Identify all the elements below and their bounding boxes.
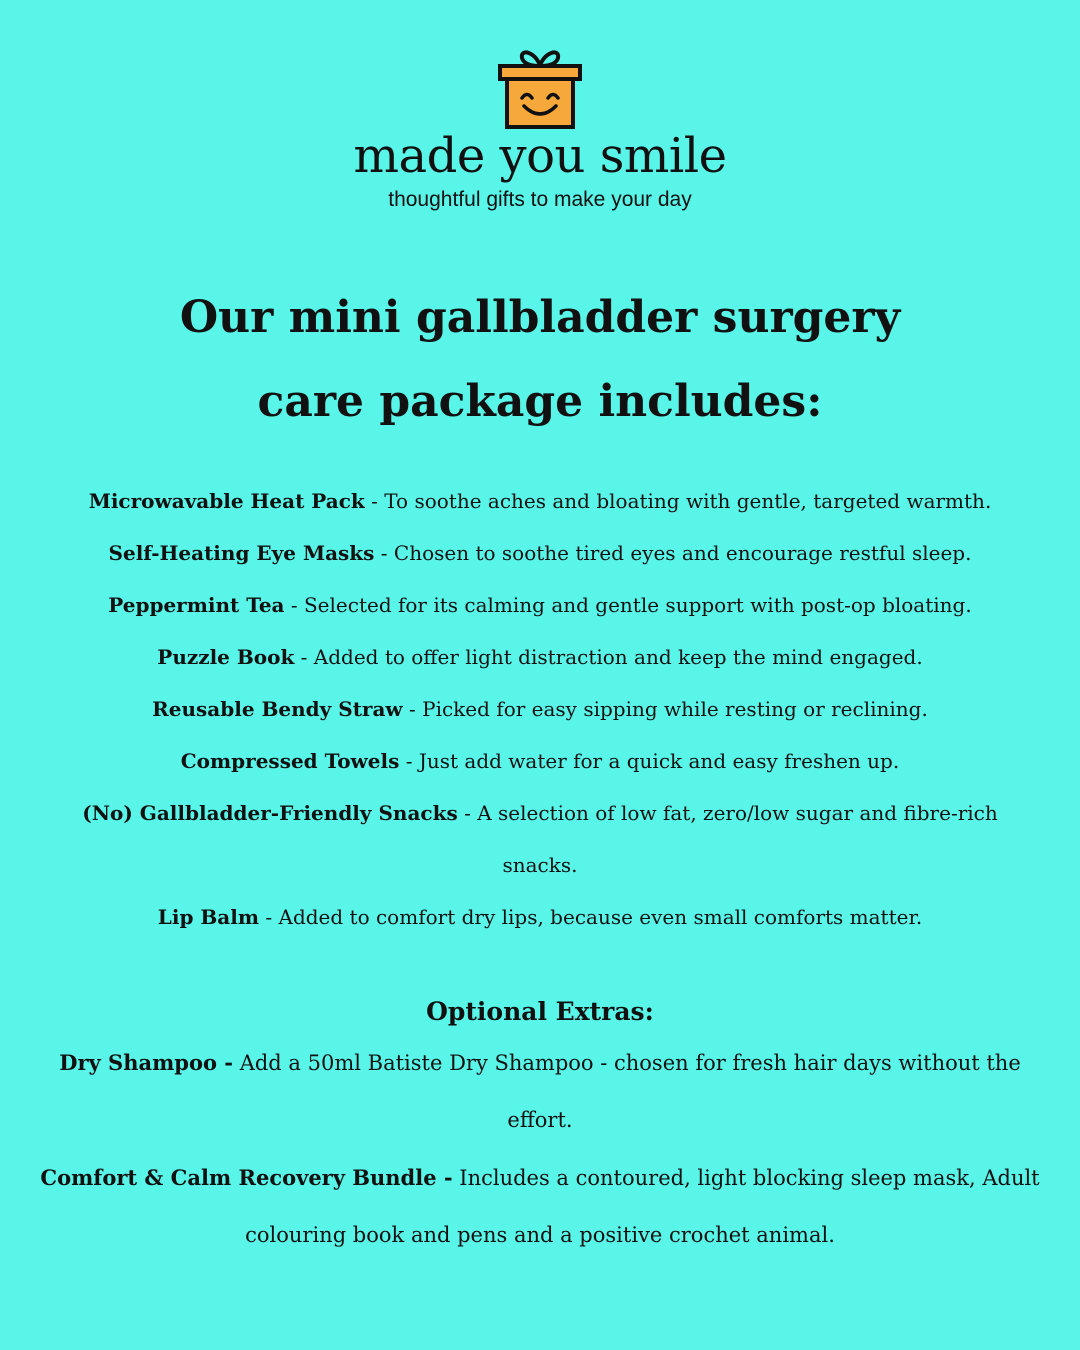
optional-extras-heading: Optional Extras:	[426, 997, 654, 1026]
package-items-list	[30, 475, 1050, 943]
list-item	[30, 527, 1050, 579]
list-item	[30, 683, 1050, 735]
optional-extras-list	[40, 1034, 1040, 1264]
list-item	[30, 787, 1050, 891]
item-name: Reusable Bendy Straw	[152, 697, 403, 721]
item-description: - To soothe aches and bloating with gentle, targeted warmth.	[364, 489, 992, 513]
list-item	[30, 631, 1050, 683]
item-description: - Added to comfort dry lips, because even small comforts matter.	[259, 905, 923, 929]
item-description: - A selection of low fat, zero/low sugar and fibre-rich snacks.	[457, 801, 998, 877]
item-name: Lip Balm	[157, 905, 260, 929]
item-name: Self-Heating Eye Masks	[108, 541, 375, 565]
item-name: (No) Gallbladder-Friendly Snacks	[82, 801, 458, 825]
list-item	[30, 891, 1050, 943]
item-name: Microwavable Heat Pack	[88, 489, 365, 513]
extra-name: Comfort & Calm Recovery Bundle -	[40, 1165, 453, 1190]
list-item	[40, 1034, 1040, 1149]
list-item	[30, 579, 1050, 631]
page-title-line-2: care package includes:	[257, 376, 823, 427]
item-description: - Added to offer light distraction and keep the mind engaged.	[294, 645, 923, 669]
extra-description: Add a 50ml Batiste Dry Shampoo - chosen for fresh hair days without the effort.	[233, 1051, 1021, 1132]
list-item	[40, 1149, 1040, 1264]
page-title-line-1: Our mini gallbladder surgery	[179, 292, 901, 343]
brand-tagline: thoughtful gifts to make your day	[388, 188, 692, 211]
smiling-gift-box-icon	[496, 44, 584, 132]
brand-name: made you smile	[353, 128, 727, 184]
extra-name: Dry Shampoo -	[59, 1050, 234, 1075]
item-name: Peppermint Tea	[108, 593, 285, 617]
item-name: Puzzle Book	[157, 645, 295, 669]
item-description: - Just add water for a quick and easy freshen up.	[399, 749, 900, 773]
extra-description: Includes a contoured, light blocking sleep mask, Adult colouring book and pens and a positive crochet animal.	[245, 1166, 1040, 1247]
item-description: - Picked for easy sipping while resting or reclining.	[402, 697, 928, 721]
item-description: - Selected for its calming and gentle support with post-op bloating.	[284, 593, 972, 617]
list-item	[30, 735, 1050, 787]
item-name: Compressed Towels	[180, 749, 400, 773]
list-item	[30, 475, 1050, 527]
item-description: - Chosen to soothe tired eyes and encourage restful sleep.	[374, 541, 972, 565]
